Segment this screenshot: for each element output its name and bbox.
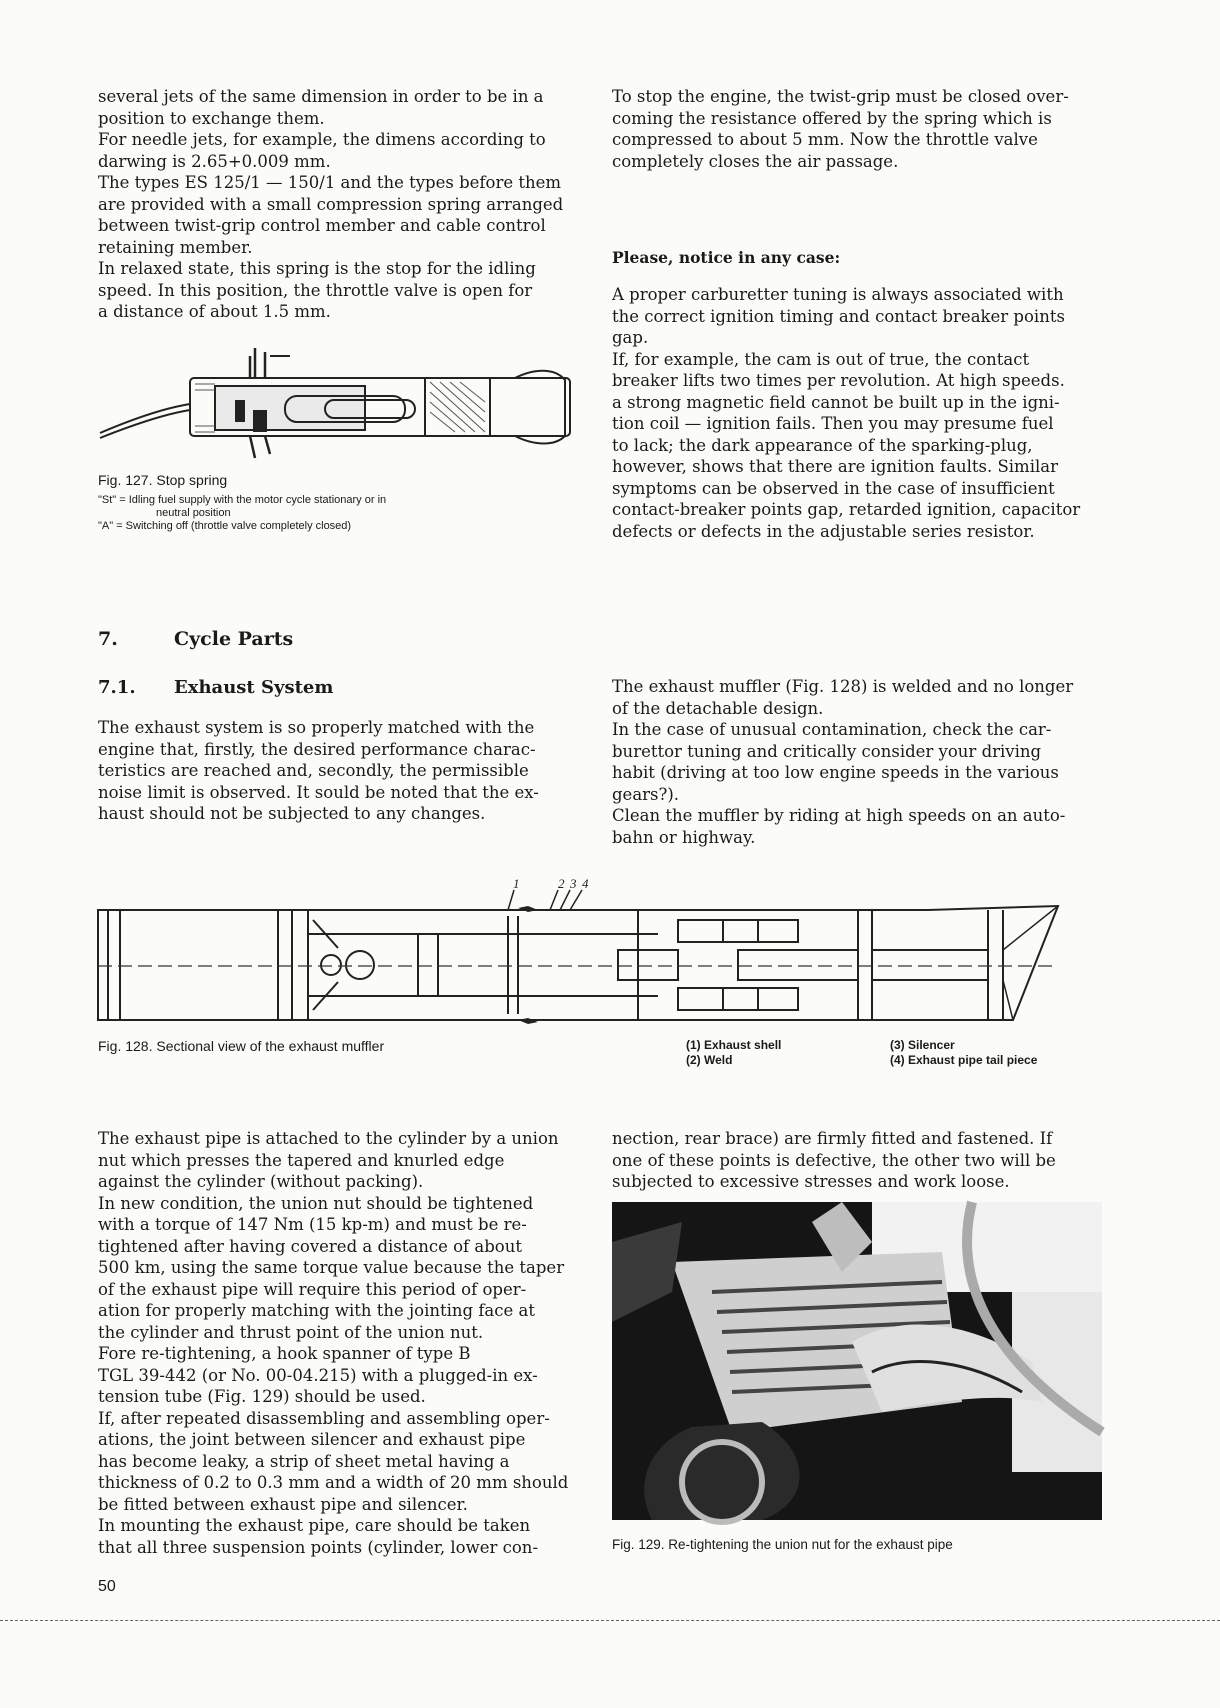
subsection-title: Exhaust System	[174, 677, 334, 698]
intro-paragraph	[98, 86, 588, 323]
text-line: gap.	[612, 328, 649, 347]
text-line: For needle jets, for example, the dimens according to	[98, 130, 546, 149]
text-line: The exhaust muffler (Fig. 128) is welded and no longer	[612, 677, 1074, 696]
text-line: the cylinder and thrust point of the union nut.	[98, 1322, 484, 1342]
suspension-paragraph	[612, 1128, 1102, 1193]
text-line: noise limit is observed. It sould be noted that the ex-	[98, 782, 539, 802]
text-line: In mounting the exhaust pipe, care should be taken	[98, 1516, 531, 1535]
text-line: the correct ignition timing and contact breaker points	[612, 306, 1065, 326]
text-line: completely closes the air passage.	[612, 151, 899, 171]
text-line: haust should not be subjected to any changes.	[98, 804, 486, 823]
text-line: are provided with a small compression spring arranged	[98, 194, 564, 214]
fig129-caption: Fig. 129. Re-tightening the union nut for the exhaust pipe	[612, 1537, 953, 1552]
text-line: position to exchange them.	[98, 108, 325, 128]
text-line: with a torque of 147 Nm (15 kp-m) and must be re-	[98, 1215, 527, 1234]
legend-item-2: (2) Weld	[686, 1053, 733, 1067]
text-line: retaining member.	[98, 237, 253, 257]
text-line: ations, the joint between silencer and exhaust pipe	[98, 1430, 526, 1449]
legend-item-1: (1) Exhaust shell	[686, 1038, 782, 1052]
text-line: nut which presses the tapered and knurled edge	[98, 1150, 505, 1170]
legend-item-4: (4) Exhaust pipe tail piece	[890, 1053, 1038, 1067]
fig128-muffler-drawing	[98, 876, 1058, 1030]
fig127-caption: Fig. 127. Stop spring	[98, 472, 228, 488]
text-line: darwing is 2.65+0.009 mm.	[98, 151, 331, 171]
text-line: several jets of the same dimension in order to be in a	[98, 87, 544, 106]
notice-heading: Please, notice in any case:	[612, 248, 841, 267]
fig127-note-st: "St" = Idling fuel supply with the motor cycle stationary or in	[98, 494, 387, 506]
exhaust-pipe-paragraph	[98, 1128, 588, 1558]
fig127-notes	[98, 494, 578, 533]
text-line: The exhaust system is so properly matched with the	[98, 718, 535, 737]
text-line: contact-breaker points gap, retarded ignition, capacitor	[612, 500, 1081, 519]
text-line: be fitted between exhaust pipe and silencer.	[98, 1494, 468, 1514]
text-line: tension tube (Fig. 129) should be used.	[98, 1387, 426, 1406]
text-line: In the case of unusual contamination, check the car-	[612, 720, 1052, 739]
page-number: 50	[98, 1578, 116, 1595]
text-line: A proper carburetter tuning is always associated with	[612, 285, 1064, 304]
text-line: coming the resistance offered by the spring which is	[612, 108, 1052, 128]
text-line: tightened after having covered a distance of about	[98, 1236, 522, 1256]
section-number: 7.	[98, 628, 118, 650]
text-line: burettor tuning and critically consider your driving	[612, 741, 1042, 761]
text-line: one of these points is defective, the other two will be	[612, 1150, 1056, 1170]
text-line: between twist-grip control member and cable control	[98, 216, 546, 235]
text-line: gears?).	[612, 784, 680, 804]
fig128-legend-left	[686, 1038, 781, 1068]
fig128-caption: Fig. 128. Sectional view of the exhaust muffler	[98, 1038, 385, 1054]
fig129-photo	[612, 1202, 1102, 1520]
exhaust-system-paragraph	[98, 717, 588, 825]
text-line: In relaxed state, this spring is the stop for the idling	[98, 259, 536, 278]
section-title: Cycle Parts	[174, 628, 294, 650]
callout-4: 4	[582, 876, 589, 891]
text-line: thickness of 0.2 to 0.3 mm and a width of 20 mm should	[98, 1473, 569, 1492]
text-line: that all three suspension points (cylinder, lower con-	[98, 1537, 539, 1557]
text-line: has become leaky, a strip of sheet metal having a	[98, 1451, 510, 1471]
callout-1: 1	[513, 876, 520, 891]
text-line: TGL 39-442 (or No. 00-04.215) with a plugged-in ex-	[98, 1365, 538, 1385]
text-line: teristics are reached and, secondly, the permissible	[98, 761, 529, 780]
text-line: In new condition, the union nut should be tightened	[98, 1193, 534, 1213]
muffler-paragraph	[612, 676, 1102, 848]
text-line: To stop the engine, the twist-grip must be closed over-	[612, 87, 1069, 106]
text-line: Clean the muffler by riding at high speeds on an auto-	[612, 806, 1066, 825]
cut-line	[0, 1620, 1220, 1621]
callout-2: 2	[558, 876, 565, 891]
subsection-number: 7.1.	[98, 677, 136, 698]
text-line: bahn or highway.	[612, 827, 756, 847]
text-line: nection, rear brace) are firmly fitted and fastened. If	[612, 1129, 1053, 1148]
text-line: breaker lifts two times per revolution. At high speeds.	[612, 371, 1065, 390]
callout-3: 3	[570, 876, 577, 891]
stop-engine-paragraph	[612, 86, 1102, 172]
fig127-stop-spring-drawing	[95, 338, 565, 458]
text-line: compressed to about 5 mm. Now the throttle valve	[612, 130, 1038, 149]
text-line: against the cylinder (without packing).	[98, 1172, 424, 1191]
legend-item-3: (3) Silencer	[890, 1038, 955, 1052]
text-line: subjected to excessive stresses and work loose.	[612, 1172, 1010, 1191]
text-line: of the exhaust pipe will require this period of oper-	[98, 1279, 527, 1299]
fig128-legend-right	[890, 1038, 1037, 1068]
text-line: symptoms can be observed in the case of insufficient	[612, 478, 1055, 498]
text-line: habit (driving at too low engine speeds in the various	[612, 763, 1059, 782]
text-line: of the detachable design.	[612, 698, 824, 718]
text-line: a distance of about 1.5 mm.	[98, 302, 331, 321]
text-line: however, shows that there are ignition faults. Similar	[612, 457, 1058, 476]
fig127-note-a: "A" = Switching off (throttle valve completely closed)	[98, 520, 352, 532]
ignition-paragraph	[612, 284, 1102, 542]
text-line: If, for example, the cam is out of true, the contact	[612, 349, 1030, 369]
text-line: ation for properly matching with the jointing face at	[98, 1301, 535, 1320]
text-line: Fore re-tightening, a hook spanner of type B	[98, 1344, 471, 1363]
text-line: The types ES 125/1 — 150/1 and the types before them	[98, 173, 562, 192]
text-line: defects or defects in the adjustable series resistor.	[612, 521, 1035, 541]
fig127-note-st-cont: neutral position	[156, 507, 231, 519]
text-line: to lack; the dark appearance of the sparking-plug,	[612, 435, 1033, 455]
text-line: engine that, firstly, the desired performance charac-	[98, 739, 536, 759]
text-line: If, after repeated disassembling and assembling oper-	[98, 1408, 550, 1428]
text-line: 500 km, using the same torque value because the taper	[98, 1258, 565, 1277]
text-line: The exhaust pipe is attached to the cylinder by a union	[98, 1129, 559, 1148]
text-line: tion coil — ignition fails. Then you may presume fuel	[612, 414, 1054, 433]
text-line: a strong magnetic field cannot be built up in the igni-	[612, 392, 1060, 412]
text-line: speed. In this position, the throttle valve is open for	[98, 280, 533, 300]
